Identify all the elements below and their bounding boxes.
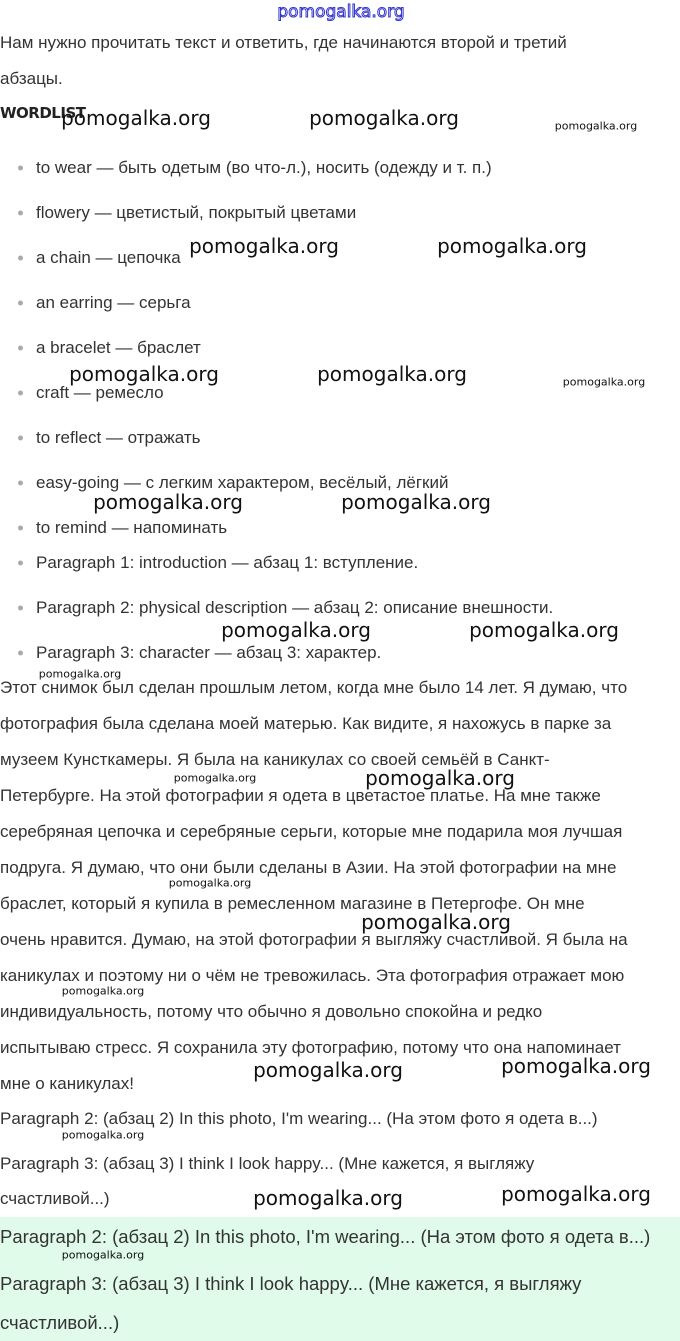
watermark: pomogalka.org <box>365 766 515 790</box>
watermark: pomogalka.org <box>309 106 459 130</box>
wordlist-item: to reflect — отражать <box>36 428 201 447</box>
watermark: pomogalka.org <box>173 771 257 785</box>
bullet-icon <box>18 256 23 261</box>
wordlist-item: Paragraph 1: introduction — абзац 1: вступление. <box>36 553 419 572</box>
bullet-icon <box>18 211 23 216</box>
highlight-line: счастливой...) <box>0 1312 120 1333</box>
text-line: Петербурге. На этой фотографии я одета в цветастое платье. На мне также <box>0 786 601 805</box>
wordlist-item: to remind — напоминать <box>36 518 228 537</box>
wordlist-item: an earring — серьга <box>36 293 191 312</box>
watermark: pomogalka.org <box>253 1186 403 1210</box>
watermark: pomogalka.org <box>61 984 145 998</box>
wordlist-item: flowery — цветистый, покрытый цветами <box>36 203 357 222</box>
wordlist-item: Paragraph 3: character — абзац 3: характер. <box>36 643 382 662</box>
text-line: Этот снимок был сделан прошлым летом, когда мне было 14 лет. Я думаю, что <box>0 678 628 697</box>
text-line: каникулах и поэтому ни о чём не тревожилась. Эта фотография отражает мою <box>0 966 625 985</box>
bullet-icon <box>18 301 23 306</box>
bullet-icon <box>18 481 23 486</box>
watermark: pomogalka.org <box>501 1182 651 1206</box>
watermark: pomogalka.org <box>61 106 211 130</box>
wordlist-item: craft — ремесло <box>36 383 164 402</box>
text-line: подруга. Я думаю, что они были сделаны в Азии. На этой фотографии на мне <box>0 858 617 877</box>
intro-line: абзацы. <box>0 69 63 88</box>
watermark: pomogalka.org <box>189 234 339 258</box>
watermark: pomogalka.org <box>501 1054 651 1078</box>
wordlist-item: a chain — цепочка <box>36 248 181 267</box>
text-line: серебряная цепочка и серебряные серьги, которые мне подарила моя лучшая <box>0 822 623 841</box>
answer-line: счастливой...) <box>0 1189 110 1208</box>
watermark: pomogalka.org <box>437 234 587 258</box>
watermark: pomogalka.org <box>69 362 219 386</box>
text-line: испытываю стресс. Я сохранила эту фотографию, потому что она напоминает <box>0 1038 621 1057</box>
highlight-line: Paragraph 3: (абзац 3) I think I look happy... (Мне кажется, я выгляжу <box>0 1273 582 1294</box>
wordlist-item: to wear — быть одетым (во что-л.), носить (одежду и т. п.) <box>36 158 492 177</box>
answer-line: Paragraph 2: (абзац 2) In this photo, I'm wearing... (На этом фото я одета в...) <box>0 1109 598 1128</box>
header-watermark: pomogalka.org <box>277 2 405 22</box>
bullet-icon <box>18 391 23 396</box>
watermark: pomogalka.org <box>554 119 638 133</box>
bullet-icon <box>18 606 23 611</box>
highlight-line: Paragraph 2: (абзац 2) In this photo, I'm wearing... (На этом фото я одета в...) <box>0 1226 651 1247</box>
bullet-icon <box>18 526 23 531</box>
watermark: pomogalka.org <box>341 490 491 514</box>
intro-line: Нам нужно прочитать текст и ответить, где начинаются второй и третий <box>0 33 567 52</box>
text-line: очень нравится. Думаю, на этой фотографии я выгляжу счастливой. Я была на <box>0 930 628 949</box>
text-line: фотография была сделана моей матерью. Как видите, я нахожусь в парке за <box>0 714 612 733</box>
watermark: pomogalka.org <box>361 910 511 934</box>
watermark: pomogalka.org <box>93 490 243 514</box>
watermark: pomogalka.org <box>469 618 619 642</box>
text-line: музеем Кунсткамеры. Я была на каникулах со своей семьёй в Санкт- <box>0 750 550 769</box>
watermark: pomogalka.org <box>253 1058 403 1082</box>
bullet-icon <box>18 561 23 566</box>
watermark: pomogalka.org <box>38 667 122 681</box>
watermark: pomogalka.org <box>221 618 371 642</box>
wordlist-item: Paragraph 2: physical description — абзац 2: описание внешности. <box>36 598 554 617</box>
bullet-icon <box>18 436 23 441</box>
wordlist-item: easy-going — с легким характером, весёлый, лёгкий <box>36 473 449 492</box>
text-line: мне о каникулах! <box>0 1074 134 1093</box>
text-line: браслет, который я купила в ремесленном магазине в Петергофе. Он мне <box>0 894 585 913</box>
watermark: pomogalka.org <box>317 362 467 386</box>
bullet-icon <box>18 346 23 351</box>
watermark: pomogalka.org <box>61 1128 145 1142</box>
bullet-icon <box>18 166 23 171</box>
watermark: pomogalka.org <box>168 876 252 890</box>
bullet-icon <box>18 651 23 656</box>
wordlist-title: WORDLIST <box>0 104 86 122</box>
wordlist-item: a bracelet — браслет <box>36 338 201 357</box>
text-line: индивидуальность, потому что обычно я довольно спокойна и редко <box>0 1002 543 1021</box>
answer-line: Paragraph 3: (абзац 3) I think I look happy... (Мне кажется, я выгляжу <box>0 1154 535 1173</box>
watermark: pomogalka.org <box>61 1248 145 1262</box>
watermark: pomogalka.org <box>562 375 646 389</box>
